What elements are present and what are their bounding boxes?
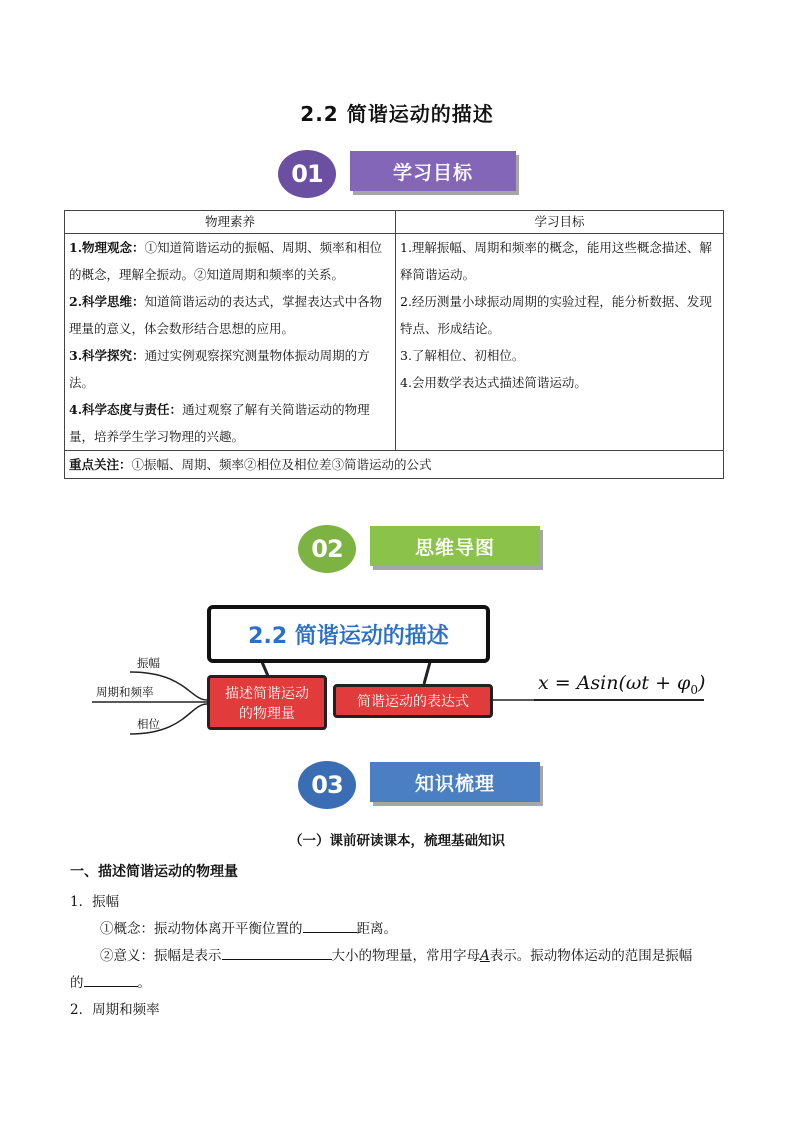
table-header-goals: 学习目标 [396, 211, 724, 234]
section-title-bar: 学习目标 [350, 151, 516, 191]
literacy-item: 3.科学探究：通过实例观察探究测量物体振动周期的方法。 [69, 348, 370, 390]
subtitle: （一）课前研读课本，梳理基础知识 [289, 833, 505, 849]
section-number-badge: 03 [298, 761, 356, 809]
amplitude-meaning: ②意义：振幅是表示 大小的物理量，常用字母A表示。振动物体运动的范围是振幅 [100, 945, 724, 966]
focus-row: 重点关注：①振幅、周期、频率②相位及相位差③简谐运动的公式 [65, 451, 724, 479]
literacy-item: 1.物理观念：①知道简谐运动的振幅、周期、频率和相位的概念，理解全振动。②知道周期和频率的关系。 [69, 240, 383, 282]
item-period-frequency: 2．周期和频率 [70, 1002, 160, 1018]
section-title-bar: 知识梳理 [370, 762, 540, 802]
item-amplitude: 1．振幅 [70, 894, 120, 910]
section-title-bar: 思维导图 [370, 526, 540, 566]
mindmap-leaf-period: 周期和频率 [96, 685, 154, 699]
shm-formula: $x = Asin(\omega t + \varphi_0)$ [538, 672, 706, 697]
section-banner-03 [298, 760, 548, 810]
mindmap-node-expression: 简谐运动的表达式 [333, 684, 493, 718]
goal-item: 1.理解振幅、周期和频率的概念，能用这些概念描述、解释简谐运动。 [400, 240, 712, 282]
section-number-badge: 02 [298, 525, 356, 573]
mindmap-node-quantities: 描述简谐运动的物理量 [207, 675, 327, 730]
mindmap-leaf-phase: 相位 [137, 717, 160, 731]
goal-item: 4.会用数学表达式描述简谐运动。 [400, 375, 587, 390]
heading-quantities: 一、描述简谐运动的物理量 [70, 864, 238, 880]
mindmap-center-node: 2.2 简谐运动的描述 [207, 605, 490, 663]
fill-blank[interactable] [303, 918, 357, 933]
page-title: 2.2 简谐运动的描述 [300, 102, 494, 126]
table-header-literacy: 物理素养 [65, 211, 396, 234]
section-number-badge: 01 [278, 150, 336, 198]
fill-blank[interactable] [222, 945, 332, 960]
amplitude-concept: ①概念：振动物体离开平衡位置的 距离。 [100, 918, 397, 939]
goal-item: 3.了解相位、初相位。 [400, 348, 525, 363]
amplitude-meaning-cont: 的 。 [70, 972, 151, 993]
mindmap-leaf-amplitude: 振幅 [137, 656, 160, 670]
fill-blank[interactable] [84, 972, 138, 987]
literacy-item: 2.科学思维：知道简谐运动的表达式，掌握表达式中各物理量的意义，体会数形结合思想的应用。 [69, 294, 383, 336]
literacy-item: 4.科学态度与责任：通过观察了解有关简谐运动的物理量，培养学生学习物理的兴趣。 [69, 402, 370, 444]
goal-item: 2.经历测量小球振动周期的实验过程，能分析数据、发现特点、形成结论。 [400, 294, 712, 336]
